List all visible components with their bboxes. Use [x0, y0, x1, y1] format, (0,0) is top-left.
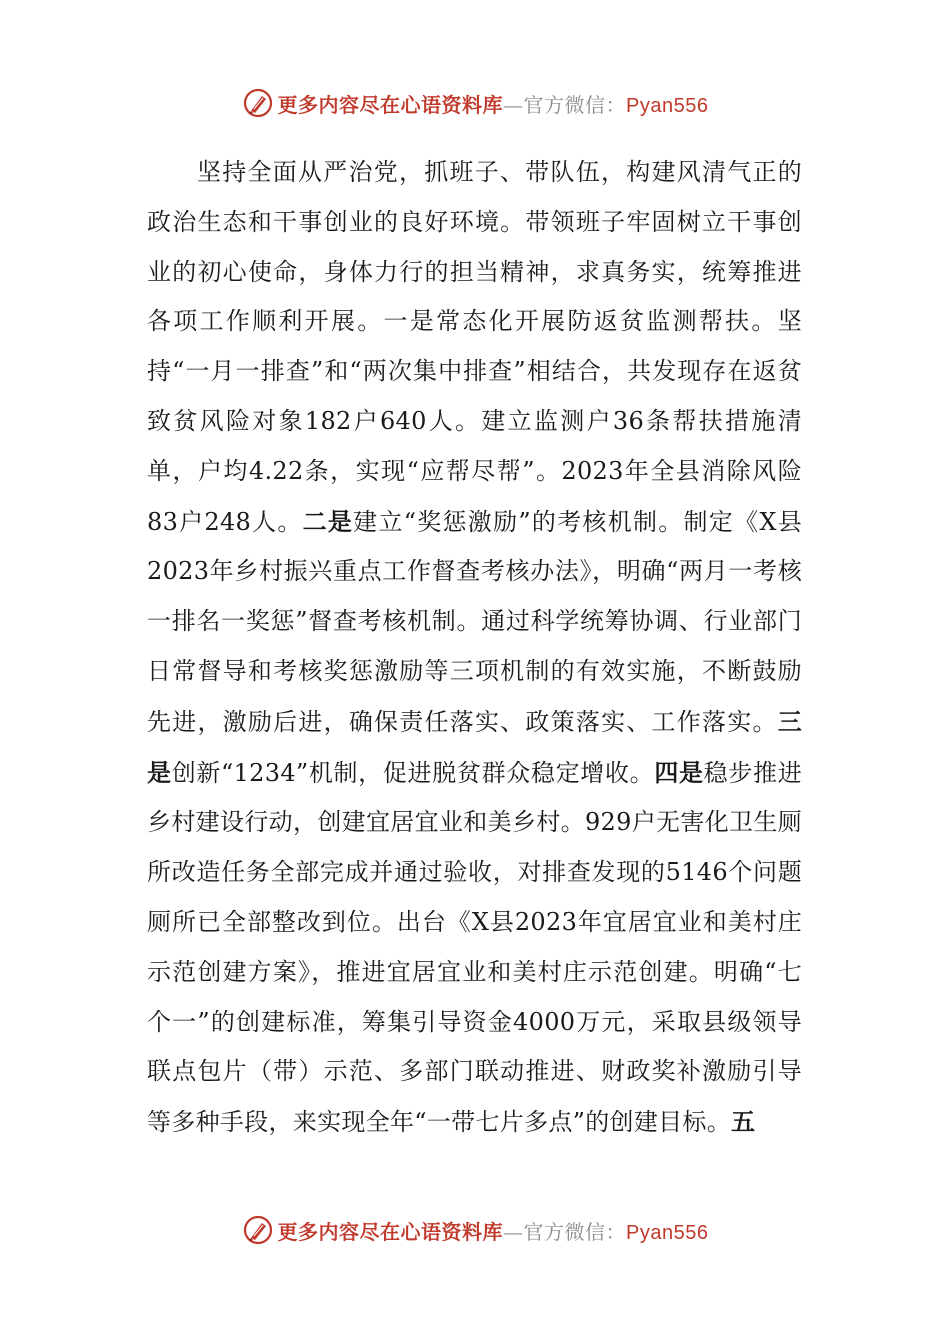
watermark-text: [278, 89, 709, 118]
watermark-wechat-id: Pyan556: [626, 1221, 709, 1244]
pen-nib-logo-icon: [242, 1214, 274, 1246]
paragraph-segment-4: 稳步推进乡村建设行动，创建宜居宜业和美乡村。929户无害化卫生厕所改造任务全部完成并通过验收，对排查发现的5146个问题厕所已全部整改到位。出台《X县2023年宜居宜业和美村庄示范创建方案》，推进宜居宜业和美村庄示范创建。明确“七个一”的创建标准，筹集引导资金4000万元，采取县级领导联点包片（带）示范、多部门联动推进、财政奖补激励引导等多种手段，来实现全年“一带七片多点”的创建目标。: [147, 758, 803, 1137]
paragraph-segment-1: 坚持全面从严治党，抓班子、带队伍，构建风清气正的政治生态和干事创业的良好环境。带领班子牢固树立干事创业的初心使命，身体力行的担当精神，求真务实，统筹推进各项工作顺利开展。一是常态化开展防返贫监测帮扶。坚持“一月一排查”和“两次集中排查”相结合，共发现存在返贫致贫风险对象182户640人。建立监测户36条帮扶措施清单，户均4.22条，实现“应帮尽帮”。2023年全县消除风险83户248人。: [147, 158, 802, 536]
item-marker-4: 四是: [654, 757, 704, 787]
header-watermark: [0, 83, 950, 123]
footer-watermark: [0, 1210, 950, 1250]
paragraph-segment-3: 创新“1234”机制，促进脱贫群众稳定增收。: [171, 758, 655, 787]
pen-nib-logo-icon: [242, 87, 274, 119]
item-marker-5: 五: [731, 1107, 756, 1137]
watermark-separator: —: [503, 92, 524, 117]
paragraph-segment-2: 建立“奖惩激励”的考核机制。制定《X县2023年乡村振兴重点工作督查考核办法》，明确“两月一考核一排名一奖惩”督查考核机制。通过科学统筹协调、行业部门日常督导和考核奖惩激励等三项机制的有效实施，不断鼓励先进，激励后进，确保责任落实、政策落实、工作落实。: [147, 507, 803, 736]
item-marker-3: 三是: [147, 706, 802, 787]
watermark-text: [278, 1216, 709, 1245]
watermark-wechat-label: 官方微信：: [523, 1219, 627, 1244]
body-paragraph: [147, 148, 802, 1148]
watermark-wechat-id: Pyan556: [626, 94, 709, 117]
watermark-separator: —: [503, 1219, 524, 1244]
item-marker-2: 二是: [302, 506, 354, 536]
watermark-site: 更多内容尽在心语资料库: [277, 92, 504, 117]
watermark-wechat-label: 官方微信：: [523, 92, 627, 117]
watermark-site: 更多内容尽在心语资料库: [277, 1219, 504, 1244]
